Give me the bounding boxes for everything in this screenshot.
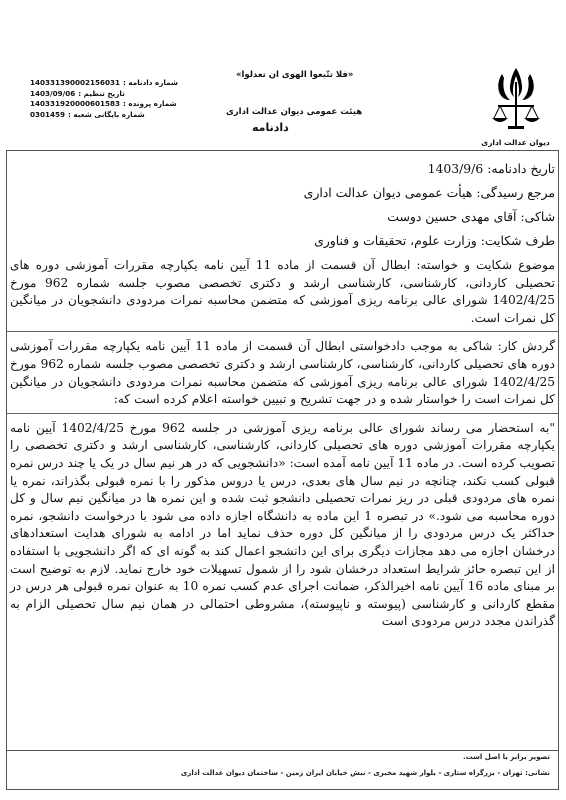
defendant-line (10, 229, 555, 253)
meta-label: شماره دادنامه : (123, 78, 178, 87)
divider (6, 331, 559, 332)
procedure-paragraph: گردش کار: شاکی به موجب دادخواستی ابطال آن قسمت از ماده 11 آیین نامه یکپارچه مقررات آموزشی دوره های تحصیلی کاردانی، کارشناسی، کارشناسی ارشد و دکتری تخصصی مصوب جلسه شماره 962 مورخ 1402/4/25 شورای عالی برنامه ریزی آموزشی که متضمن محاسبه نمرات مردودی دانشجویان در میانگین کل نمرات است را خواستار شده و در جهت تشریح و تبیین خواسته اعلام کرده است که: (10, 339, 556, 407)
meta-value: 140331390002156031 (30, 78, 121, 87)
date-label: تاریخ دادنامه: (487, 161, 555, 176)
document-body (10, 157, 555, 631)
emblem-icon (488, 62, 544, 134)
subject-paragraph: موضوع شکایت و خواسته: ابطال آن قسمت از ماده 11 آیین نامه یکپارچه مقررات آموزشی دوره های تحصیلی کاردانی، کارشناسی، کارشناسی ارشد و دکتری تخصصی مصوب جلسه شماره 962 مورخ 1402/4/25 شورای عالی برنامه ریزی آموزشی که متضمن محاسبه نمرات مردودی دانشجویان در میانگین کل نمرات است. (10, 258, 555, 325)
document-meta (30, 78, 178, 120)
meta-row (30, 89, 170, 100)
date-line (10, 157, 555, 181)
org-name: دیوان عدالت اداری (481, 138, 550, 147)
quote-paragraph: "به استحضار می رساند شورای عالی برنامه ریزی آموزشی در جلسه 962 مورخ 1402/4/25 آیین نامه یکپارچه مقررات آموزشی دوره های تحصیلی کاردانی، کارشناسی، کارشناسی ارشد و دکتری تخصصی را تصویب کرده است. در ماده 11 آیین نامه آمده است: «دانشجویی که در هر نیم سال در یک یا چند درس نمره قبولی کسب نکند، چنانچه در نیم سال های بعدی، درس یا دروس مذکور را با نمره قبولی بگذراند، نمره یا نمره های مردودی قبلی در ریز نمرات تحصیلی دانشجو ثبت شده و این نمره ها در میانگین نیم سال و کل دوره محاسبه می شود.» در تبصره 1 این ماده به دانشگاه اجازه داده می شود با درخواست دانشجو، نمره حداکثر یک درس مردودی را از میانگین کل دوره حذف نماید اما در ادامه به شورای هدایت استعدادهای درخشان اجازه می دهد مجازات دیگری برای این دانشجو اعمال کند به گونه ای که اگر دانشجویی با استفاده از این تبصره حائز شرایط استعداد درخشان شود را از شمول تسهیلات خود خارج نماید. لازم به توضیح است بر مبنای ماده 16 آیین نامه اخیرالذکر، ضمانت اجرای عدم کسب نمره 10 به عنوان نمره قبولی هر درس در مقطع کاردانی و کارشناسی (پیوسته و ناپیوسته)، مشروطی احتمالی در همان نیم سال تحصیلی الزام به گذراندن مجدد درس مردودی است (10, 420, 556, 629)
document-title: دادنامه (252, 121, 289, 134)
plaintiff-label: شاکی: (520, 209, 555, 224)
meta-row (30, 110, 170, 121)
plaintiff-value: آقای مهدی حسین دوست (387, 209, 517, 224)
meta-row (30, 99, 177, 110)
meta-label: شماره بایگانی شعبه : (68, 109, 145, 119)
meta-label: شماره پرونده : (123, 99, 177, 108)
council-name: هیئت عمومی دیوان عدالت اداری (226, 107, 363, 117)
document-footer (6, 750, 559, 790)
authority-line (10, 181, 555, 205)
divider (6, 413, 559, 414)
defendant-label: طرف شکایت: (480, 233, 555, 248)
document-header (0, 0, 566, 150)
meta-label: تاریخ تنظیم : (78, 88, 125, 98)
certified-note: تصویر برابر با اصل است. (462, 753, 550, 761)
defendant-value: وزارت علوم، تحقیقات و فناوری (314, 233, 477, 248)
meta-value: 140331920000601583 (30, 99, 121, 108)
date-value: 1403/9/6 (427, 161, 484, 176)
authority-label: مرجع رسیدگی: (476, 185, 555, 200)
meta-row (30, 78, 178, 89)
authority-value: هیأت عمومی دیوان عدالت اداری (303, 185, 473, 200)
quran-verse: «فلا تتّبعوا الهوی ان تعدلوا» (236, 70, 354, 80)
plaintiff-line (10, 205, 555, 229)
address-text: نشانی: تهران - بزرگراه ستاری - بلوار شهید مخبری - نبش خیابان ایران زمین - ساختمان دیوان عدالت اداری (180, 769, 550, 777)
meta-value: 1403/09/06 (30, 88, 76, 98)
meta-value: 0301459 (30, 109, 66, 119)
